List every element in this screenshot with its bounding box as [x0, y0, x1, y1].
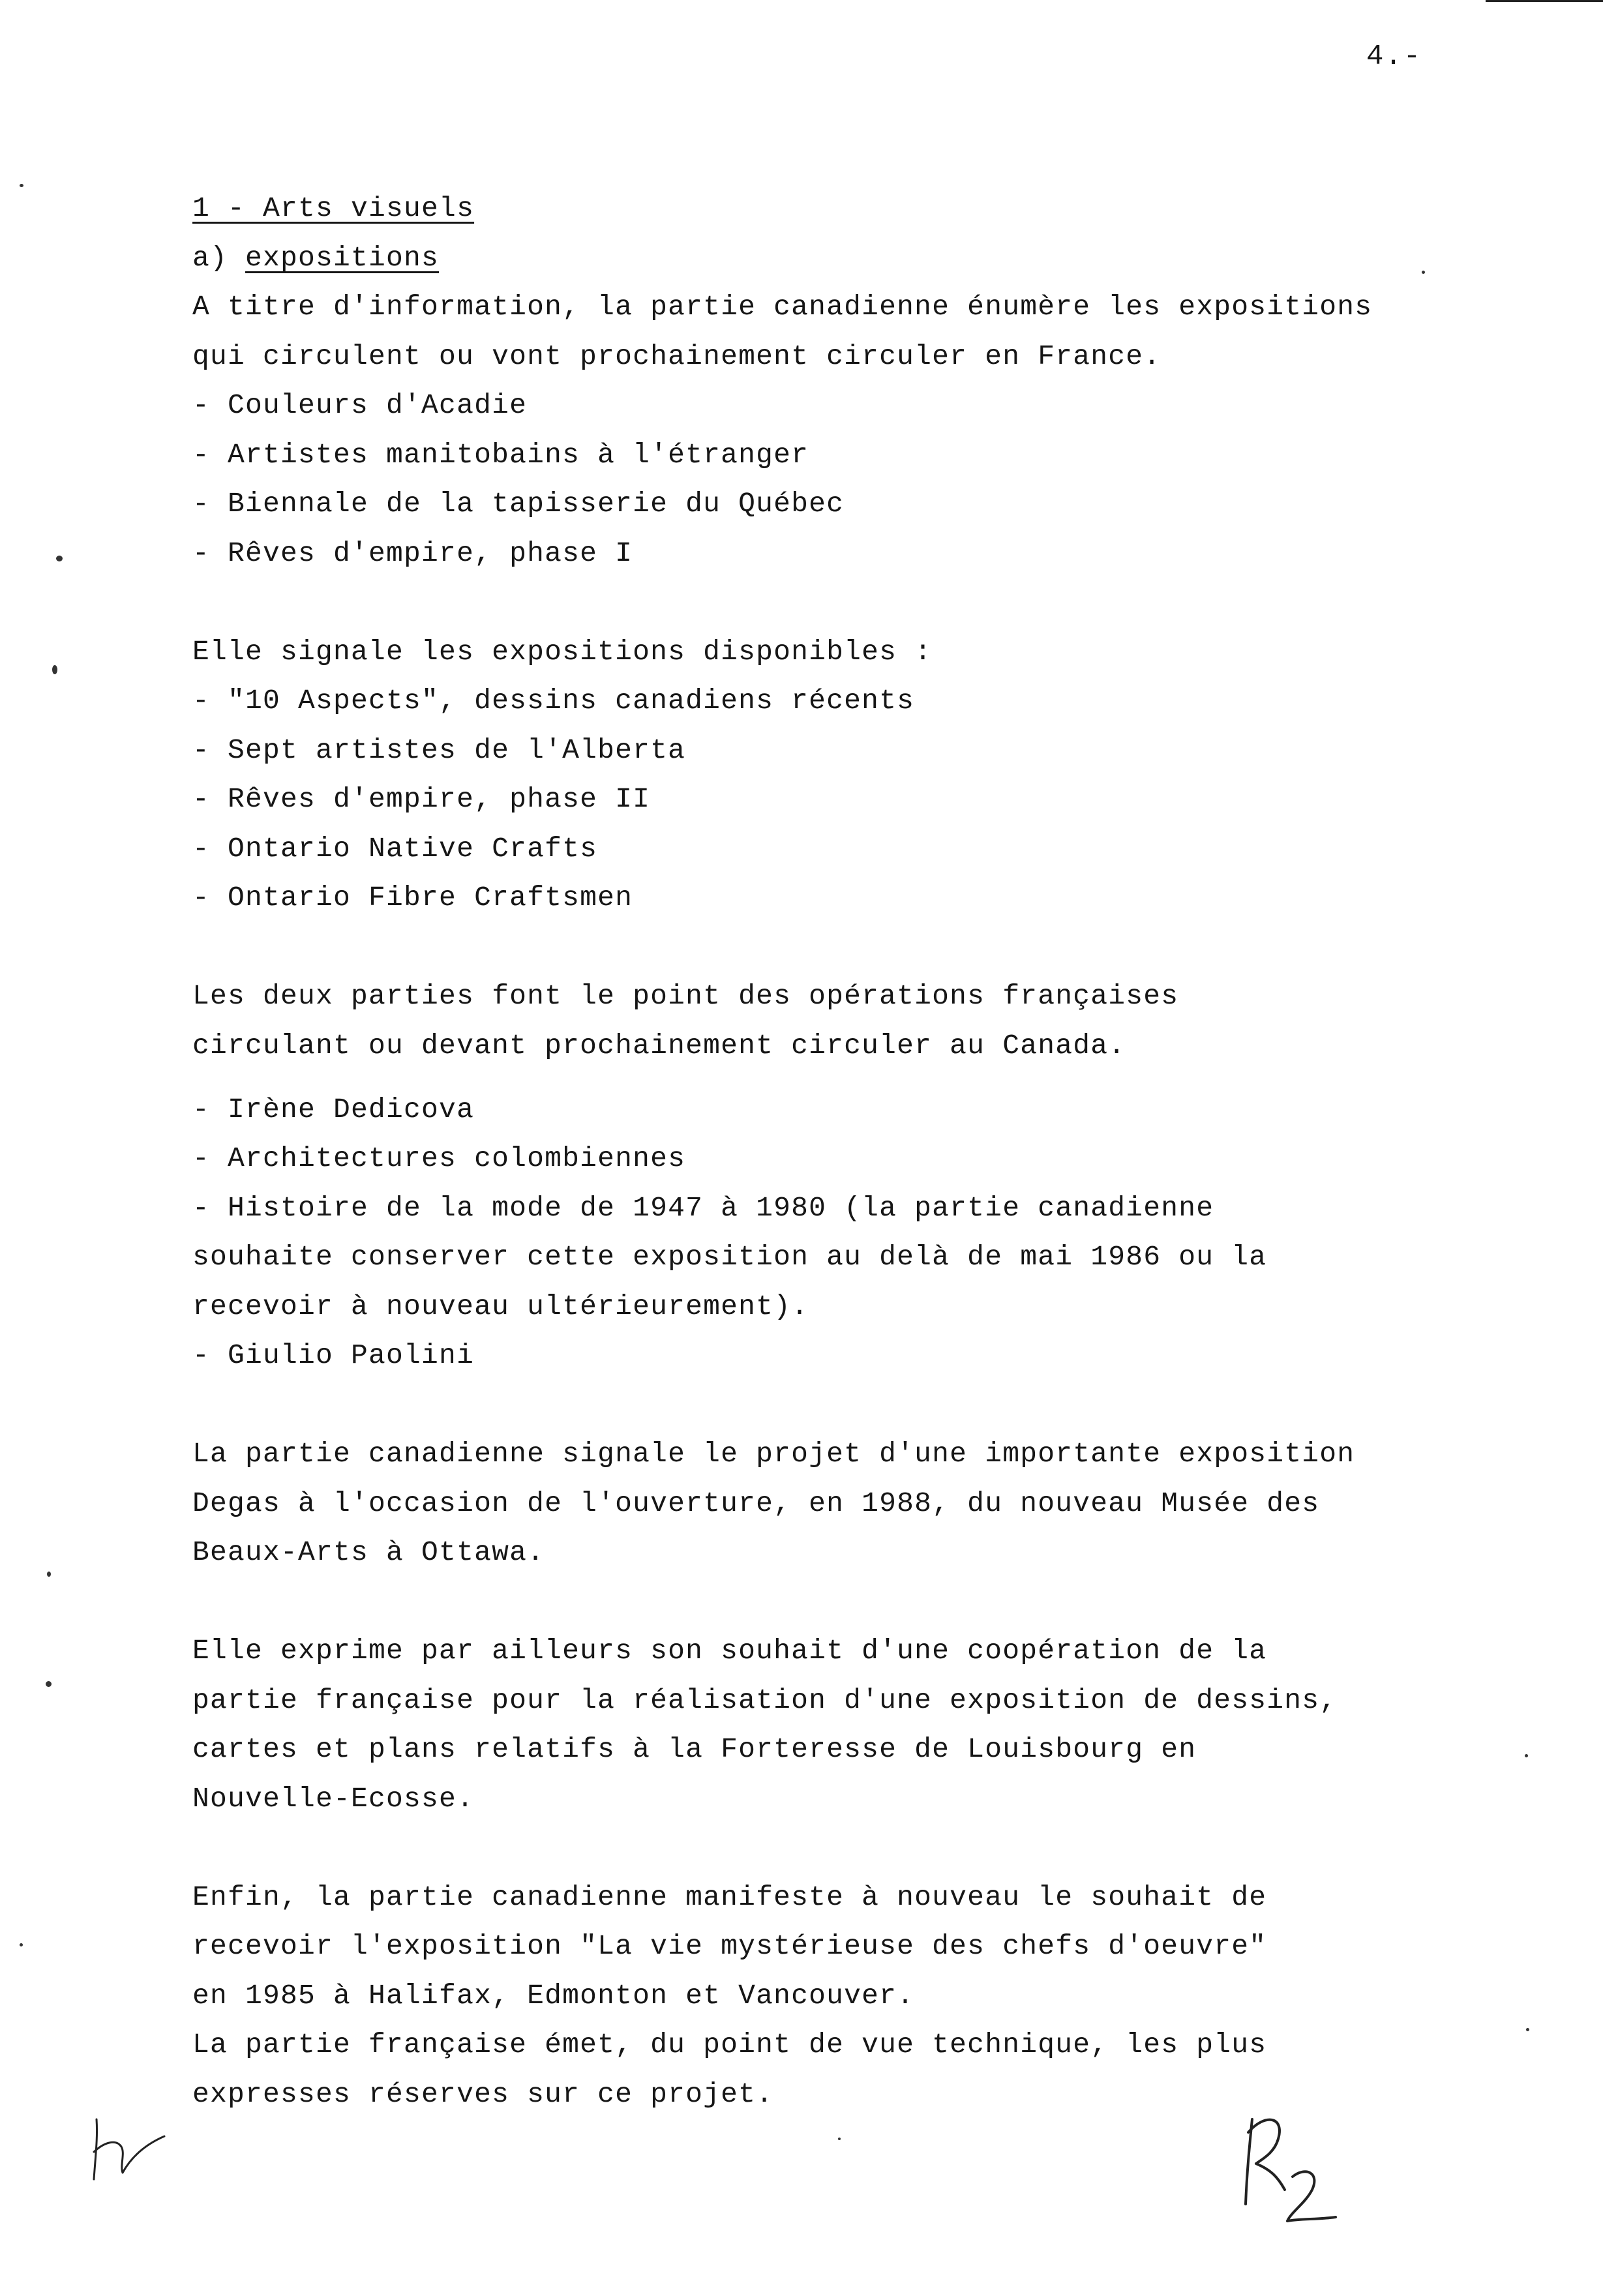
- list-item: souhaite conserver cette exposition au delà de mai 1986 ou la: [192, 1241, 1267, 1273]
- scan-speck: [838, 2138, 841, 2140]
- paragraph-line: circulant ou devant prochainement circuler au Canada.: [192, 1029, 1126, 1062]
- list-item: - Artistes manitobains à l'étranger: [192, 438, 809, 471]
- list-item: - Ontario Fibre Craftsmen: [192, 882, 633, 914]
- scan-speck: [47, 1572, 51, 1577]
- scan-speck: [1422, 271, 1425, 274]
- paragraph-line: Enfin, la partie canadienne manifeste à nouveau le souhait de: [192, 1881, 1267, 1913]
- paragraph-gap: [192, 1823, 1549, 1873]
- paragraph-gap: [192, 1380, 1549, 1430]
- paragraph-line: expresses réserves sur ce projet.: [192, 2078, 774, 2110]
- paragraph-line: La partie canadienne signale le projet d'une importante exposition: [192, 1438, 1355, 1470]
- list-item: - Architectures colombiennes: [192, 1142, 686, 1174]
- list-item: - Sept artistes de l'Alberta: [192, 734, 686, 766]
- scan-speck: [1526, 2028, 1529, 2031]
- paragraph-gap: [192, 578, 1549, 627]
- subheading: [192, 233, 1549, 283]
- scan-speck: [20, 1943, 23, 1946]
- paragraph-line: Les deux parties font le point des opérations françaises: [192, 980, 1179, 1012]
- paragraph-gap: [192, 1577, 1549, 1627]
- top-edge-rule: [1486, 0, 1603, 2]
- paragraph-line: recevoir l'exposition "La vie mystérieuse des chefs d'oeuvre": [192, 1930, 1267, 1962]
- list-item: - Biennale de la tapisserie du Québec: [192, 488, 845, 520]
- paragraph-line: partie française pour la réalisation d'une exposition de dessins,: [192, 1684, 1338, 1716]
- list-item: - Rêves d'empire, phase II: [192, 783, 651, 815]
- paragraph-gap: [192, 923, 1549, 972]
- paragraph-line: en 1985 à Halifax, Edmonton et Vancouver.: [192, 1979, 915, 2012]
- paragraph-line: La partie française émet, du point de vue technique, les plus: [192, 2029, 1267, 2061]
- paragraph-line: A titre d'information, la partie canadienne énumère les expositions: [192, 291, 1373, 323]
- paragraph-line: Beaux-Arts à Ottawa.: [192, 1536, 545, 1568]
- scan-speck: [56, 556, 63, 561]
- document-body: [192, 184, 1549, 2119]
- list-item: - "10 Aspects", dessins canadiens récents: [192, 685, 915, 717]
- list-item: recevoir à nouveau ultérieurement).: [192, 1290, 809, 1322]
- list-item: - Ontario Native Crafts: [192, 832, 598, 865]
- paragraph-line: Elle signale les expositions disponibles :: [192, 635, 933, 668]
- list-item: - Rêves d'empire, phase I: [192, 537, 633, 569]
- scan-speck: [46, 1681, 52, 1687]
- page-number: 4.-: [1366, 40, 1422, 73]
- scan-speck: [20, 184, 23, 187]
- paragraph-line: Elle exprime par ailleurs son souhait d'une coopération de la: [192, 1635, 1267, 1667]
- paragraph-line: Degas à l'occasion de l'ouverture, en 1988, du nouveau Musée des: [192, 1487, 1320, 1519]
- list-item: - Couleurs d'Acadie: [192, 389, 528, 421]
- scan-speck: [1525, 1754, 1528, 1757]
- paragraph-line: Nouvelle-Ecosse.: [192, 1782, 475, 1815]
- paragraph-line: qui circulent ou vont prochainement circuler en France.: [192, 340, 1161, 372]
- list-item: - Histoire de la mode de 1947 à 1980 (la partie canadienne: [192, 1191, 1214, 1224]
- list-item: - Irène Dedicova: [192, 1093, 475, 1126]
- handwritten-initials-right: [1233, 2106, 1343, 2230]
- list-item: - Giulio Paolini: [192, 1339, 475, 1371]
- handwritten-initials-left: [85, 2113, 176, 2184]
- paragraph-line: cartes et plans relatifs à la Forteresse de Louisbourg en: [192, 1733, 1197, 1765]
- subheading-text: expositions: [245, 241, 440, 274]
- scan-speck: [52, 665, 57, 674]
- section-heading-text: 1 - Arts visuels: [192, 192, 475, 224]
- section-heading: [192, 184, 1549, 233]
- subheading-prefix: a): [192, 241, 246, 274]
